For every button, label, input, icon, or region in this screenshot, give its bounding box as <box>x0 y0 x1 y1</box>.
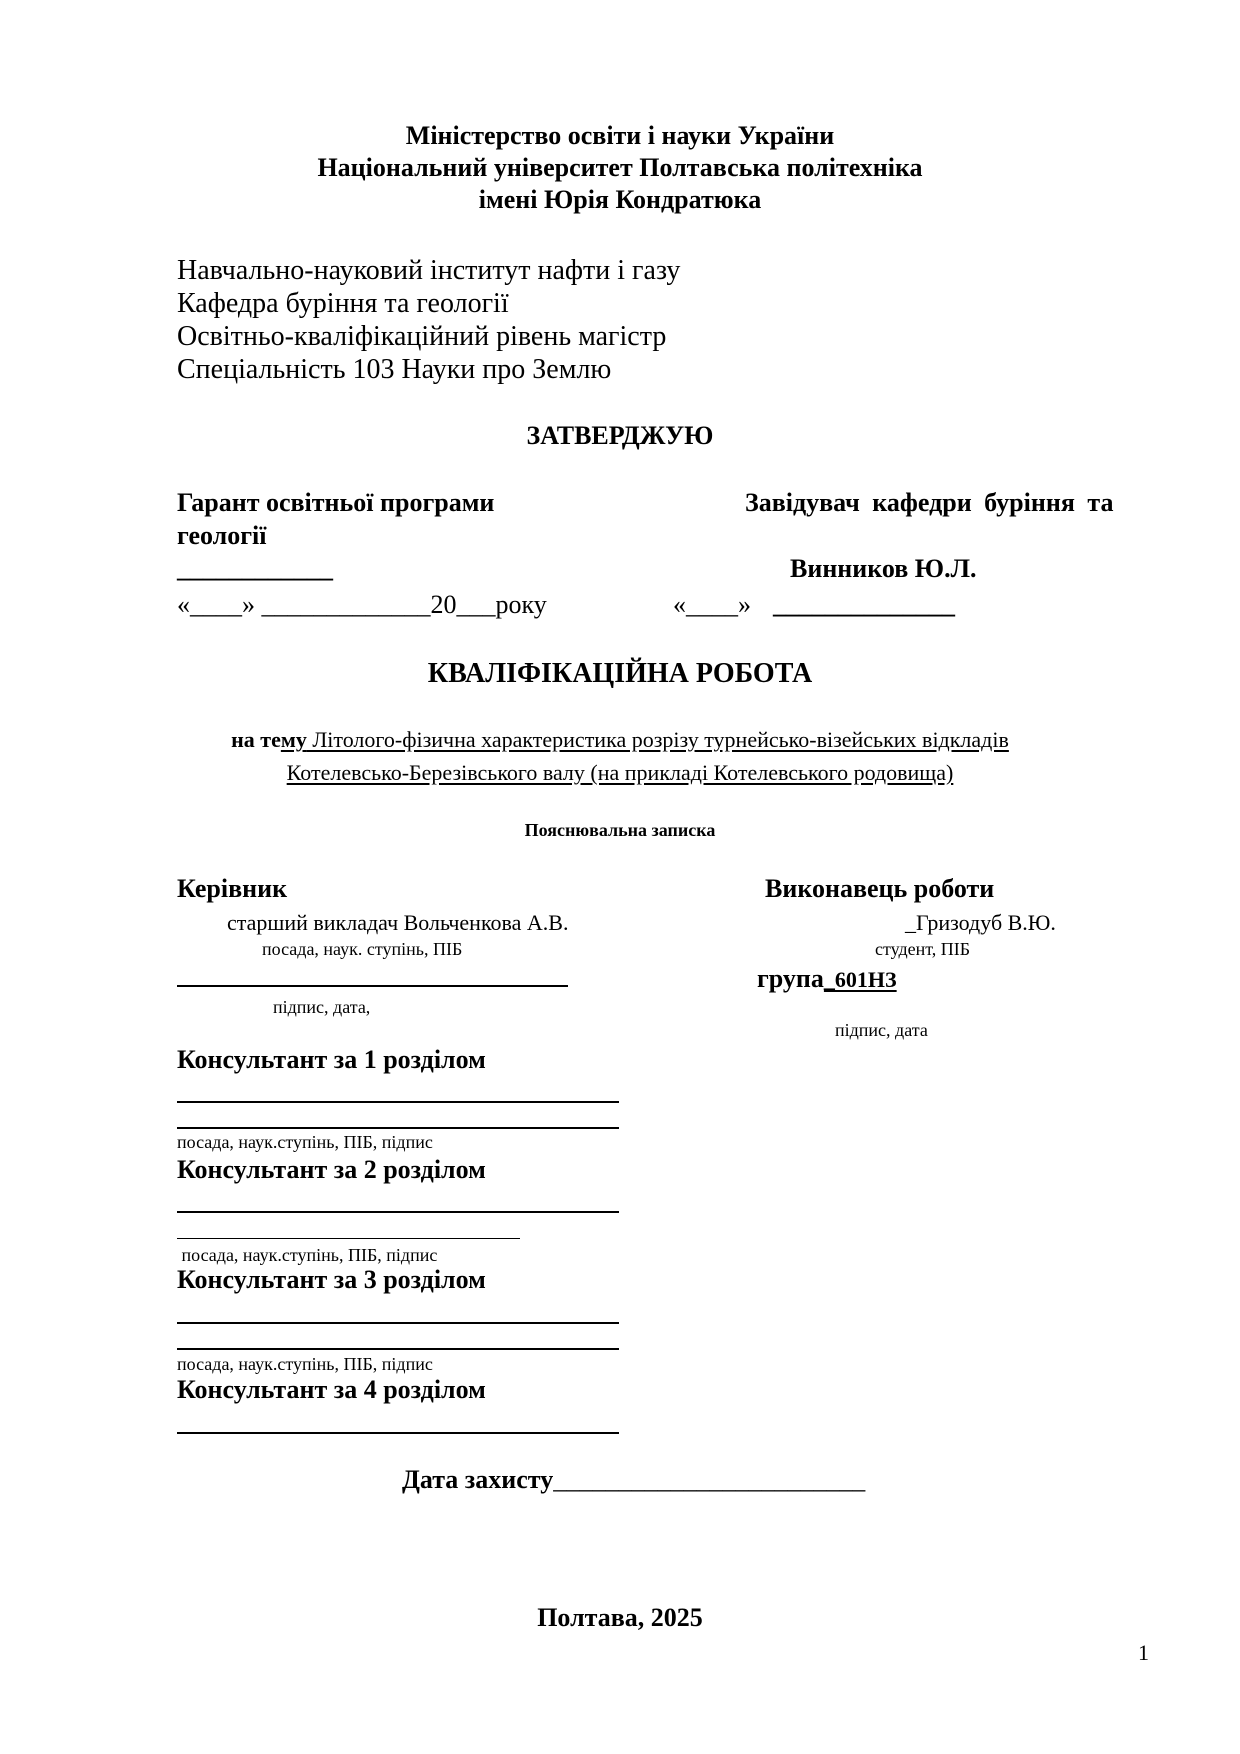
group-label: група <box>757 964 824 993</box>
institute-line: Навчально-науковий інститут нафти і газу <box>177 255 681 286</box>
approval-heading: ЗАТВЕРДЖУЮ <box>526 421 714 450</box>
topic-label-underlined: му <box>280 727 307 752</box>
head-of-department-role: Завідувач кафедри буріння та <box>745 488 1114 517</box>
group-value: _601НЗ <box>823 967 897 992</box>
university-name-heading: імені Юрія Кондратюка <box>478 185 762 214</box>
head-of-department-name: Винников Ю.Л. <box>790 554 977 583</box>
consultant-2-line-1[interactable] <box>177 1211 619 1213</box>
topic-line-2 <box>0 762 1240 784</box>
supervisor-sign-caption: підпис, дата, <box>273 997 371 1017</box>
consultant-2-label: Консультант за 2 розділом <box>177 1155 486 1184</box>
consultant-4-line-1[interactable] <box>177 1432 619 1434</box>
executor-label: Виконавець роботи <box>765 874 995 903</box>
explanatory-note-label: Пояснювальна записка <box>524 820 716 840</box>
consultant-1-line-2[interactable] <box>177 1127 619 1129</box>
executor-group <box>757 966 897 992</box>
topic-text-2: Котелевсько-Березівського валу (на прикладі Котелевського родовища) <box>286 760 954 785</box>
executor-sign-caption: підпис, дата <box>835 1020 928 1040</box>
guarantor-role-cont: геології <box>177 521 267 550</box>
supervisor-caption: посада, наук. ступінь, ПІБ <box>262 939 463 959</box>
guarantor-signature-blank[interactable]: ____________ <box>177 554 333 583</box>
consultant-4-label: Консультант за 4 розділом <box>177 1375 486 1404</box>
defense-date-label: Дата захисту <box>402 1465 554 1494</box>
level-line: Освітньо-кваліфікаційний рівень магістр <box>177 321 667 352</box>
topic-line-1 <box>0 729 1240 751</box>
defense-date-blank[interactable]: ________________________ <box>553 1465 866 1494</box>
supervisor-label: Керівник <box>177 874 288 903</box>
consultant-1-label: Консультант за 1 розділом <box>177 1045 486 1074</box>
executor-name: _Гризодуб В.Ю. <box>905 910 1056 935</box>
consultant-3-caption: посада, наук.ступінь, ПІБ, підпис <box>177 1354 433 1374</box>
consultant-1-line-1[interactable] <box>177 1101 619 1103</box>
supervisor-name: старший викладач Вольченкова А.В. <box>227 910 569 935</box>
consultant-3-line-1[interactable] <box>177 1322 619 1324</box>
work-title: КВАЛІФІКАЦІЙНА РОБОТА <box>427 658 813 689</box>
topic-label: на те <box>231 727 281 752</box>
head-date-blank[interactable]: ______________ <box>773 590 955 619</box>
page-number: 1 <box>1138 1640 1149 1665</box>
ministry-heading: Міністерство освіти і науки України <box>405 121 835 150</box>
defense-date <box>402 1467 865 1493</box>
department-line: Кафедра буріння та геології <box>177 288 509 319</box>
consultant-1-caption: посада, наук.ступінь, ПІБ, підпис <box>177 1132 433 1152</box>
university-heading: Національний університет Полтавська політехніка <box>317 153 923 182</box>
consultant-2-line-2[interactable] <box>177 1238 520 1239</box>
executor-caption: студент, ПІБ <box>875 939 971 959</box>
specialty-line: Спеціальність 103 Науки про Землю <box>177 354 612 385</box>
consultant-3-line-2[interactable] <box>177 1348 619 1350</box>
consultant-3-label: Консультант за 3 розділом <box>177 1265 486 1294</box>
guarantor-role: Гарант освітньої програми <box>177 488 495 517</box>
topic-text-1: Літолого-фізична характеристика розрізу турнейсько-візейських відкладів <box>306 727 1009 752</box>
head-date-prefix[interactable]: «____» <box>673 590 751 619</box>
guarantor-date-field[interactable]: «____» _____________20___року <box>177 590 547 619</box>
city-year: Полтава, 2025 <box>537 1603 703 1632</box>
consultant-2-caption: посада, наук.ступінь, ПІБ, підпис <box>177 1245 438 1265</box>
supervisor-signature-line[interactable] <box>177 985 568 987</box>
